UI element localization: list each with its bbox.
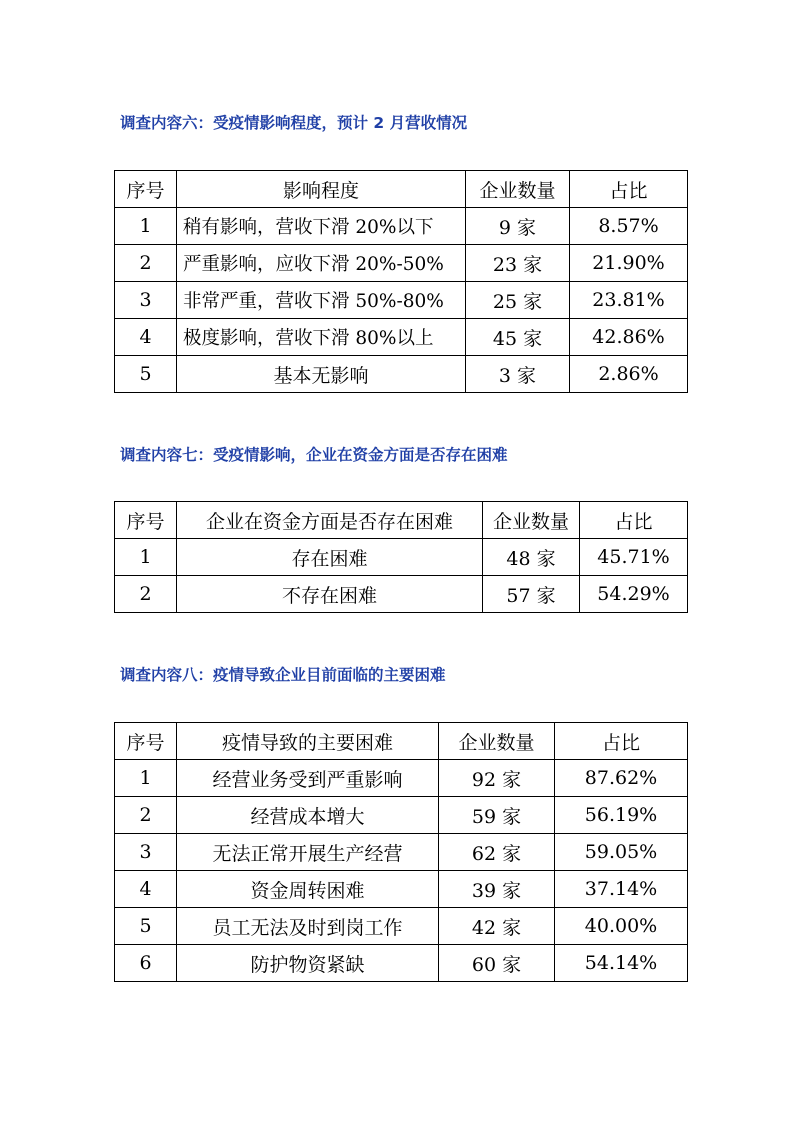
table-row xyxy=(115,871,688,908)
table-row xyxy=(115,908,688,945)
cell-count: 60 家 xyxy=(439,945,555,982)
cell-count: 62 家 xyxy=(439,834,555,871)
cell-count: 48 家 xyxy=(483,539,580,576)
cell-item: 无法正常开展生产经营 xyxy=(177,834,439,871)
cell-count: 3 家 xyxy=(466,356,570,393)
table-row xyxy=(115,945,688,982)
cell-no: 1 xyxy=(115,208,177,245)
header-count: 企业数量 xyxy=(483,502,580,539)
cell-no: 5 xyxy=(115,908,177,945)
cell-pct: 45.71% xyxy=(580,539,688,576)
cell-pct: 21.90% xyxy=(570,245,688,282)
cell-pct: 54.14% xyxy=(555,945,688,982)
table-row xyxy=(115,834,688,871)
cell-item: 基本无影响 xyxy=(177,356,466,393)
cell-item: 不存在困难 xyxy=(177,576,483,613)
cell-item: 非常严重，营收下滑 50%-80% xyxy=(177,282,466,319)
cell-pct: 42.86% xyxy=(570,319,688,356)
cell-item: 极度影响，营收下滑 80%以上 xyxy=(177,319,466,356)
cell-pct: 2.86% xyxy=(570,356,688,393)
table-impact-level xyxy=(114,170,688,393)
cell-count: 42 家 xyxy=(439,908,555,945)
header-count: 企业数量 xyxy=(466,171,570,208)
cell-no: 2 xyxy=(115,576,177,613)
header-no: 序号 xyxy=(115,171,177,208)
table-row xyxy=(115,319,688,356)
cell-no: 1 xyxy=(115,539,177,576)
table-row xyxy=(115,245,688,282)
cell-item: 防护物资紧缺 xyxy=(177,945,439,982)
table-header-row xyxy=(115,502,688,539)
table-row xyxy=(115,282,688,319)
header-no: 序号 xyxy=(115,502,177,539)
cell-item: 存在困难 xyxy=(177,539,483,576)
section-heading-8: 调查内容八：疫情导致企业目前面临的主要困难 xyxy=(120,666,446,684)
header-count: 企业数量 xyxy=(439,723,555,760)
cell-no: 3 xyxy=(115,834,177,871)
header-pct: 占比 xyxy=(570,171,688,208)
cell-count: 9 家 xyxy=(466,208,570,245)
cell-item: 稍有影响，营收下滑 20%以下 xyxy=(177,208,466,245)
section-heading-7: 调查内容七：受疫情影响，企业在资金方面是否存在困难 xyxy=(120,446,508,464)
cell-count: 45 家 xyxy=(466,319,570,356)
header-no: 序号 xyxy=(115,723,177,760)
cell-no: 3 xyxy=(115,282,177,319)
cell-pct: 59.05% xyxy=(555,834,688,871)
header-item: 企业在资金方面是否存在困难 xyxy=(177,502,483,539)
cell-count: 92 家 xyxy=(439,760,555,797)
cell-pct: 54.29% xyxy=(580,576,688,613)
cell-pct: 56.19% xyxy=(555,797,688,834)
header-pct: 占比 xyxy=(580,502,688,539)
header-pct: 占比 xyxy=(555,723,688,760)
cell-no: 2 xyxy=(115,245,177,282)
table-row xyxy=(115,576,688,613)
cell-pct: 8.57% xyxy=(570,208,688,245)
cell-item: 员工无法及时到岗工作 xyxy=(177,908,439,945)
cell-no: 4 xyxy=(115,319,177,356)
section-heading-6: 调查内容六：受疫情影响程度，预计 2 月营收情况 xyxy=(120,114,468,132)
cell-no: 4 xyxy=(115,871,177,908)
table-main-difficulties xyxy=(114,722,688,982)
cell-pct: 37.14% xyxy=(555,871,688,908)
cell-no: 5 xyxy=(115,356,177,393)
cell-pct: 40.00% xyxy=(555,908,688,945)
cell-no: 2 xyxy=(115,797,177,834)
cell-count: 59 家 xyxy=(439,797,555,834)
cell-count: 23 家 xyxy=(466,245,570,282)
cell-count: 57 家 xyxy=(483,576,580,613)
cell-item: 经营业务受到严重影响 xyxy=(177,760,439,797)
cell-count: 39 家 xyxy=(439,871,555,908)
cell-item: 经营成本增大 xyxy=(177,797,439,834)
table-row xyxy=(115,356,688,393)
header-item: 疫情导致的主要困难 xyxy=(177,723,439,760)
table-row xyxy=(115,539,688,576)
table-row xyxy=(115,208,688,245)
cell-pct: 87.62% xyxy=(555,760,688,797)
cell-item: 严重影响，应收下滑 20%-50% xyxy=(177,245,466,282)
table-header-row xyxy=(115,171,688,208)
cell-no: 1 xyxy=(115,760,177,797)
table-row xyxy=(115,797,688,834)
table-header-row xyxy=(115,723,688,760)
header-item: 影响程度 xyxy=(177,171,466,208)
cell-no: 6 xyxy=(115,945,177,982)
table-funding-difficulty xyxy=(114,501,688,613)
cell-pct: 23.81% xyxy=(570,282,688,319)
cell-count: 25 家 xyxy=(466,282,570,319)
table-row xyxy=(115,760,688,797)
cell-item: 资金周转困难 xyxy=(177,871,439,908)
